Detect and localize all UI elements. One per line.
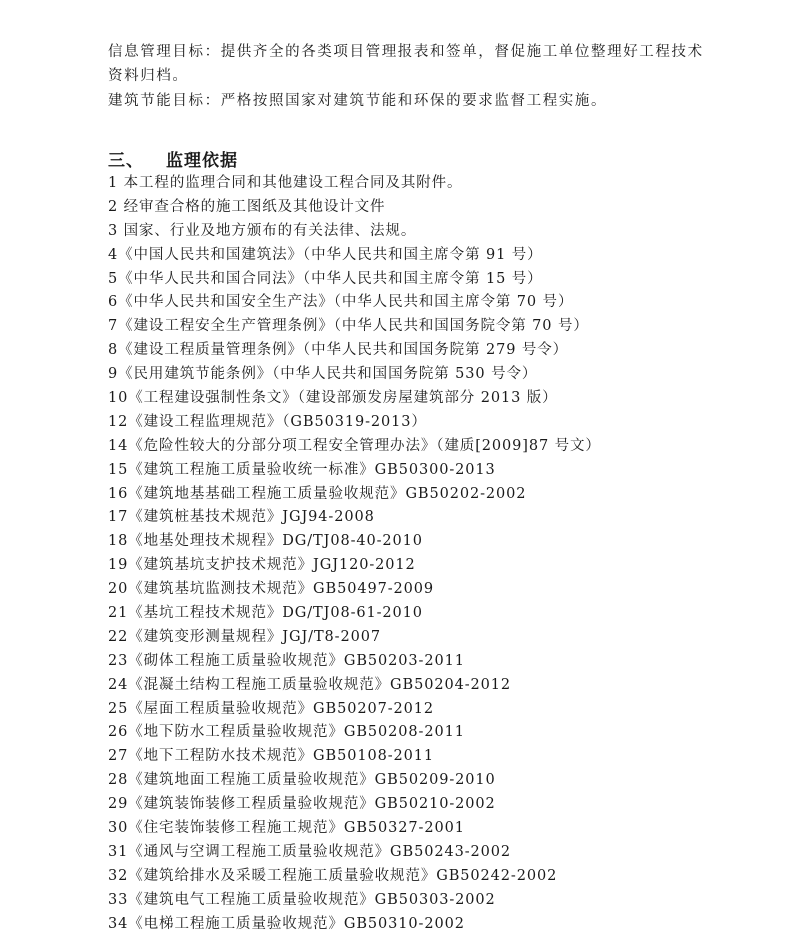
basis-item: 31《通风与空调工程施工质量验收规范》GB50243-2002 <box>108 843 512 860</box>
info-management-goal-line1: 信息管理目标：提供齐全的各类项目管理报表和签单，督促施工单位整理好工程技术 <box>108 44 704 60</box>
basis-item: 16《建筑地基基础工程施工质量验收规范》GB50202-2002 <box>108 485 527 502</box>
basis-item: 2 经审查合格的施工图纸及其他设计文件 <box>108 198 386 215</box>
basis-item: 29《建筑装饰装修工程质量验收规范》GB50210-2002 <box>108 796 496 813</box>
basis-item: 33《建筑电气工程施工质量验收规范》GB50303-2002 <box>108 891 496 908</box>
basis-item: 20《建筑基坑监测技术规范》GB50497-2009 <box>108 581 435 598</box>
section-number: 三、 <box>108 151 144 171</box>
basis-item: 1 本工程的监理合同和其他建设工程合同及其附件。 <box>108 175 463 191</box>
basis-item: 15《建筑工程施工质量验收统一标准》GB50300-2013 <box>108 461 496 478</box>
section-heading <box>108 148 238 174</box>
basis-item: 8《建设工程质量管理条例》（中华人民共和国国务院第 279 号令） <box>108 342 569 359</box>
section-title: 监理依据 <box>166 151 238 171</box>
basis-item: 30《住宅装饰装修工程施工规范》GB50327-2001 <box>108 820 465 837</box>
basis-item: 7《建设工程安全生产管理条例》（中华人民共和国国务院令第 70 号） <box>108 318 589 335</box>
basis-item: 9《民用建筑节能条例》（中华人民共和国国务院第 530 号令） <box>108 366 538 383</box>
info-management-goal-line2: 资料归档。 <box>108 68 189 84</box>
basis-list <box>108 172 601 937</box>
basis-item: 18《地基处理技术规程》DG/TJ08-40-2010 <box>108 533 423 550</box>
basis-item: 14《危险性较大的分部分项工程安全管理办法》（建质[2009]87 号文） <box>108 437 601 454</box>
energy-saving-goal: 建筑节能目标：严格按照国家对建筑节能和环保的要求监督工程实施。 <box>108 93 608 109</box>
basis-item: 32《建筑给排水及采暖工程施工质量验收规范》GB50242-2002 <box>108 867 558 884</box>
basis-item: 28《建筑地面工程施工质量验收规范》GB50209-2010 <box>108 772 496 789</box>
basis-item: 6《中华人民共和国安全生产法》（中华人民共和国主席令第 70 号） <box>108 294 574 311</box>
basis-item: 19《建筑基坑支护技术规范》JGJ120-2012 <box>108 557 416 574</box>
basis-item: 23《砌体工程施工质量验收规范》GB50203-2011 <box>108 652 465 669</box>
basis-item: 24《混凝土结构工程施工质量验收规范》GB50204-2012 <box>108 676 512 693</box>
basis-item: 22《建筑变形测量规程》JGJ/T8-2007 <box>108 628 381 645</box>
basis-item: 5《中华人民共和国合同法》（中华人民共和国主席令第 15 号） <box>108 270 543 287</box>
basis-item: 12《建设工程监理规范》（GB50319-2013） <box>108 413 427 430</box>
basis-item: 26《地下防水工程质量验收规范》GB50208-2011 <box>108 724 465 741</box>
basis-item: 10《工程建设强制性条文》（建设部颁发房屋建筑部分 2013 版） <box>108 390 558 407</box>
basis-item: 4《中国人民共和国建筑法》（中华人民共和国主席令第 91 号） <box>108 246 543 263</box>
basis-item: 21《基坑工程技术规范》DG/TJ08-61-2010 <box>108 605 423 622</box>
basis-item: 3 国家、行业及地方颁布的有关法律、法规。 <box>108 222 417 239</box>
basis-item: 27《地下工程防水技术规范》GB50108-2011 <box>108 748 435 765</box>
basis-item: 34《电梯工程施工质量验收规范》GB50310-2002 <box>108 915 465 932</box>
basis-item: 17《建筑桩基技术规范》JGJ94-2008 <box>108 509 375 526</box>
basis-item: 25《屋面工程质量验收规范》GB50207-2012 <box>108 700 435 717</box>
